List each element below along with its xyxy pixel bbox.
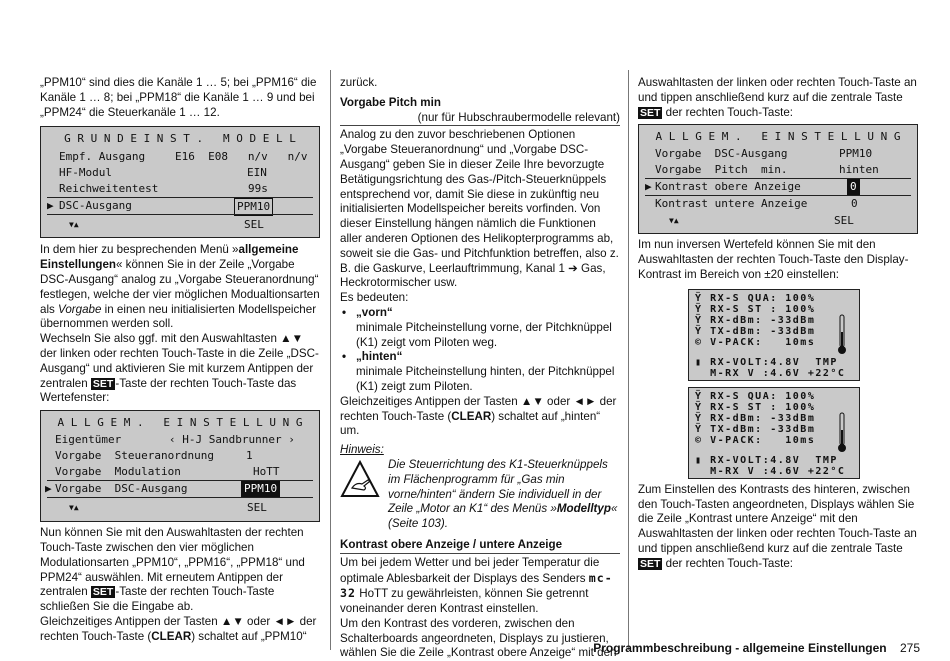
lcd-label: Eigentümer — [55, 433, 122, 447]
lcd-value: HoTT — [253, 465, 280, 479]
column-3 — [638, 76, 918, 572]
display-line — [695, 305, 815, 316]
lcd-value: 99s — [248, 182, 268, 196]
lcd-grundeinst-modell — [40, 126, 320, 238]
text: Gleichzeitiges Antippen der Tasten ▲▼ oder ◄► der rechten Touch-Taste ( — [340, 394, 617, 423]
lcd-label: Vorgabe Steueranordnung — [55, 449, 214, 463]
display-line — [695, 467, 845, 478]
clock-icon: © — [695, 434, 703, 446]
text: -Taste der rechten Touch-Taste das Wertefenster: — [40, 376, 297, 405]
antenna-icon: Ÿ — [695, 390, 703, 402]
text: Vorgabe — [58, 302, 102, 316]
text: RX-S ST : 100% — [710, 401, 816, 413]
lcd-value-selected: PPM10 — [234, 198, 273, 216]
telemetry-display-light — [688, 387, 860, 479]
bullet-item: • „vorn“ — [340, 306, 620, 321]
text: in einen neu initialisierten Modellspeicher übernommen werden soll. — [40, 302, 317, 331]
text: RX-dBm: -33dBm — [710, 314, 816, 326]
set-key-label: SET — [92, 377, 114, 390]
note-text — [388, 458, 620, 532]
text: Wechseln Sie also ggf. mit den Auswahltasten ▲▼ der linken oder rechten Touch-Taste in die Zeile „DSC-Ausgang“ und aktivieren Sie mit kurzem Antippen der zentralen — [40, 332, 319, 390]
lcd-label: Vorgabe DSC-Ausgang — [655, 147, 788, 161]
lcd-label: Kontrast untere Anzeige — [655, 197, 808, 211]
bullet-item: • „hinten“ — [340, 350, 620, 365]
display-line — [695, 456, 838, 467]
column-2 — [340, 76, 620, 661]
antenna-icon: Ÿ — [695, 423, 703, 435]
antenna-icon: Ÿ — [695, 412, 703, 424]
lcd-value: EIN — [247, 166, 267, 180]
pointer-right-icon: ▶ — [45, 482, 52, 496]
text: RX-dBm: -33dBm — [710, 412, 816, 424]
text: Die Steuerrichtung des K1-Steuerknüppels im Flächenprogramm für „Gas min vorne/hinten“ ändern Sie individuell in der Zeile „Motor an K1“ des Menüs » — [388, 457, 608, 516]
nav-arrows-icon: ▼▲ — [69, 220, 79, 230]
lcd-label: Kontrast obere Anzeige — [655, 180, 801, 194]
paragraph — [340, 556, 620, 617]
display-line — [695, 327, 815, 338]
lcd-allgem-einstellung-kontrast — [638, 124, 918, 234]
paragraph: zurück. — [340, 76, 378, 89]
lcd-value-selected: PPM10 — [241, 481, 280, 497]
section-heading: Vorgabe Pitch min — [340, 95, 441, 109]
lcd-divider — [47, 214, 313, 215]
text: RX-S QUA: 100% — [710, 292, 816, 304]
paragraph: Analog zu den zuvor beschriebenen Optionen „Vorgabe Steueranordnung“ und „Vorgabe DSC-Ausgang“ geben Sie in dieser Zeile Ihre bevorzugte Betätigungsrichtung des Gas-/Pitch-Steuerknüppels entsprechend vor, damit Sie diese in zukünftig neu initialisierten Modellspeicher bereits vorfinden. Von dieser Einstellung hängen nämlich die Funktionen aller anderen Optionen des Helikopterprogramms ab, soweit sie die Gas- und Pitchfunktion betreffen, also z. B. die Gaskurve, Leerlauftrimmung, Kanal 1 ➔ Gas, Heckrotormischer usw. — [340, 128, 619, 290]
lcd-value: hinten — [839, 163, 879, 177]
thermometer-icon — [837, 314, 847, 356]
display-line — [695, 294, 815, 305]
battery-icon: ▮ — [695, 356, 703, 368]
text: Gleichzeitiges Antippen der Tasten ▲▼ oder ◄► der rechten Touch-Taste ( — [40, 614, 317, 643]
text: -Taste der rechten Touch-Taste schließen Sie die Eingabe ab. — [40, 585, 275, 614]
text: RX-S QUA: 100% — [710, 390, 816, 402]
text: ) schaltet auf „PPM10“ — [191, 629, 307, 643]
lcd-label: Vorgabe DSC-Ausgang — [55, 482, 188, 496]
bullet-text: minimale Pitcheinstellung hinten, der Pitchknüppel (K1) zeigt zum Piloten. — [356, 365, 615, 393]
paragraph: Um den Kontrast des vorderen, zwischen den Schalterboards angeordneten, Displays zu justieren, wählen Sie die Zeile „Kontrast obere Anzeige“ mit den — [340, 616, 617, 660]
thermometer-icon — [837, 412, 847, 454]
text: « können Sie in der Zeile „Vorgabe DSC-Ausgang“ analog zu „Vorgabe Steueranordnung“ festlegen, welche der vier möglichen Modualtionsarten als — [40, 258, 320, 316]
set-key-label: SET — [92, 586, 114, 599]
paragraph — [40, 243, 320, 332]
text: « (Seite 103). — [388, 502, 618, 531]
antenna-icon: Ÿ — [695, 303, 703, 315]
lcd-sel: SEL — [247, 501, 267, 515]
clear-key-label: CLEAR — [451, 409, 492, 423]
pointer-right-icon: ▶ — [47, 199, 54, 213]
display-line — [695, 316, 815, 327]
section-heading: Kontrast obere Anzeige / untere Anzeige — [340, 538, 620, 554]
lcd-value: 1 — [246, 449, 253, 463]
paragraph — [40, 615, 320, 645]
paragraph: „PPM10“ sind dies die Kanäle 1 … 5; bei „PPM16“ die Kanäle 1 … 8; bei „PPM18“ die Kanäle 1 … 9 und bei „PPM24“ die Steuerkanäle 1 … 12. — [40, 76, 317, 119]
lcd-value: ‹ H-J Sandbrunner › — [169, 433, 295, 447]
text: RX-VOLT:4.8V TMP — [710, 454, 838, 466]
column-divider-2 — [628, 70, 629, 650]
paragraph — [340, 395, 620, 439]
note-block — [340, 458, 620, 532]
display-line — [695, 403, 815, 414]
text: TX-dBm: -33dBm — [710, 325, 816, 337]
lcd-title: G R U N D E I N S T . M O D E L L — [64, 132, 296, 146]
lcd-label: Vorgabe Modulation — [55, 465, 181, 479]
antenna-icon: Ÿ — [695, 314, 703, 326]
antenna-icon: Ÿ — [695, 292, 703, 304]
paragraph — [638, 76, 918, 120]
page-number: 275 — [899, 641, 920, 655]
display-line — [695, 436, 815, 447]
text: ) schaltet auf „hinten“ um. — [340, 409, 601, 438]
lcd-label: Empf. Ausgang — [59, 150, 146, 164]
display-line — [695, 425, 815, 436]
text: In dem hier zu besprechenden Menü » — [40, 243, 239, 257]
lcd-label: Vorgabe Pitch min. — [655, 163, 788, 177]
text: Nun können Sie mit den Auswahltasten der rechten Touch-Taste zwischen den vier möglichen Modulationsarten „PPM10“, „PPM16“, „PPM18“ und PPM24“ auswählen. Mit erneutem Antippen der zentralen — [40, 526, 305, 599]
telemetry-display-dark — [688, 289, 860, 381]
paragraph — [638, 483, 918, 572]
lcd-value: 0 — [851, 197, 858, 211]
pointer-right-icon: ▶ — [645, 180, 652, 194]
text: der rechten Touch-Taste: — [662, 105, 794, 119]
section-subheading: (nur für Hubschraubermodelle relevant) — [340, 111, 620, 127]
paragraph: Im nun inversen Wertefeld können Sie mit den Auswahltasten der rechten Touch-Taste den Display-Kontrast im Bereich von ±20 einstellen: — [638, 238, 909, 281]
lcd-title: A L L G E M . E I N S T E L L U N G — [655, 130, 901, 144]
text: HoTT zu gewährleisten, können Sie getrennt voneinander deren Kontrast einstellen. — [340, 587, 589, 616]
text: Um bei jedem Wetter und bei jeder Temperatur die optimale Ablesbarkeit der Displays des Senders — [340, 555, 600, 585]
brand-logo: mc-32 — [340, 570, 613, 601]
lcd-label: Reichweitentest — [59, 182, 159, 196]
lcd-sel: SEL — [244, 218, 264, 232]
text: V-PACK: 10ms — [710, 434, 816, 446]
set-key-label: SET — [640, 557, 661, 570]
footer-title: Programmbeschreibung - allgemeine Einstellungen — [593, 641, 887, 655]
note-heading: Hinweis: — [340, 443, 384, 457]
paragraph — [40, 332, 320, 406]
lcd-value-selected: 0 — [847, 179, 860, 195]
text: TX-dBm: -33dBm — [710, 423, 816, 435]
paragraph — [40, 526, 320, 615]
lcd-value: E16 E08 n/v n/v — [175, 150, 308, 164]
bullet-text: minimale Pitcheinstellung vorne, der Pitchknüppel (K1) zeigt vom Piloten weg. — [356, 320, 612, 349]
display-line — [695, 369, 845, 380]
battery-icon: ▮ — [695, 454, 703, 466]
warning-hand-icon — [340, 460, 380, 500]
display-line — [695, 358, 838, 369]
text: RX-VOLT:4.8V TMP — [710, 356, 838, 368]
display-line — [695, 414, 815, 425]
lcd-value: PPM10 — [839, 147, 873, 161]
paragraph: Es bedeuten: — [340, 291, 409, 305]
lcd-divider — [47, 497, 313, 498]
nav-arrows-icon: ▼▲ — [669, 216, 679, 226]
nav-arrows-icon: ▼▲ — [69, 503, 79, 513]
lcd-label: HF-Modul — [59, 166, 112, 180]
text: der rechten Touch-Taste: — [662, 556, 794, 570]
lcd-allgem-einstellung — [40, 410, 320, 522]
text: M-RX V :4.6V +22°C — [710, 367, 846, 379]
clock-icon: © — [695, 336, 703, 348]
lcd-sel: SEL — [834, 214, 854, 228]
display-line — [695, 338, 815, 349]
antenna-icon: Ÿ — [695, 325, 703, 337]
menu-name: allgemeine Einstellungen — [40, 243, 299, 272]
clear-key-label: CLEAR — [151, 629, 192, 643]
text: V-PACK: 10ms — [710, 336, 816, 348]
text: Auswahltasten der linken oder rechten Touch-Taste an und tippen anschließend kurz auf die zentrale Taste — [638, 76, 917, 104]
text: Zum Einstellen des Kontrasts des hinteren, zwischen den Touch-Tasten angeordneten, Displays wählen Sie die Zeile „Kontrast untere Anzeige“ mit den Auswahltasten der linken oder rechten Touch-Taste an und tippen anschließend kurz auf die zentrale Taste — [638, 482, 917, 555]
set-key-label: SET — [640, 106, 661, 119]
page-footer — [593, 641, 920, 655]
menu-name: Modelltyp — [556, 502, 611, 516]
text: M-RX V :4.6V +22°C — [710, 465, 846, 477]
display-line — [695, 392, 815, 403]
text: RX-S ST : 100% — [710, 303, 816, 315]
lcd-label: DSC-Ausgang — [59, 199, 132, 213]
antenna-icon: Ÿ — [695, 401, 703, 413]
column-divider-1 — [330, 70, 331, 650]
column-1 — [40, 76, 320, 645]
lcd-title: A L L G E M . E I N S T E L L U N G — [57, 416, 303, 430]
